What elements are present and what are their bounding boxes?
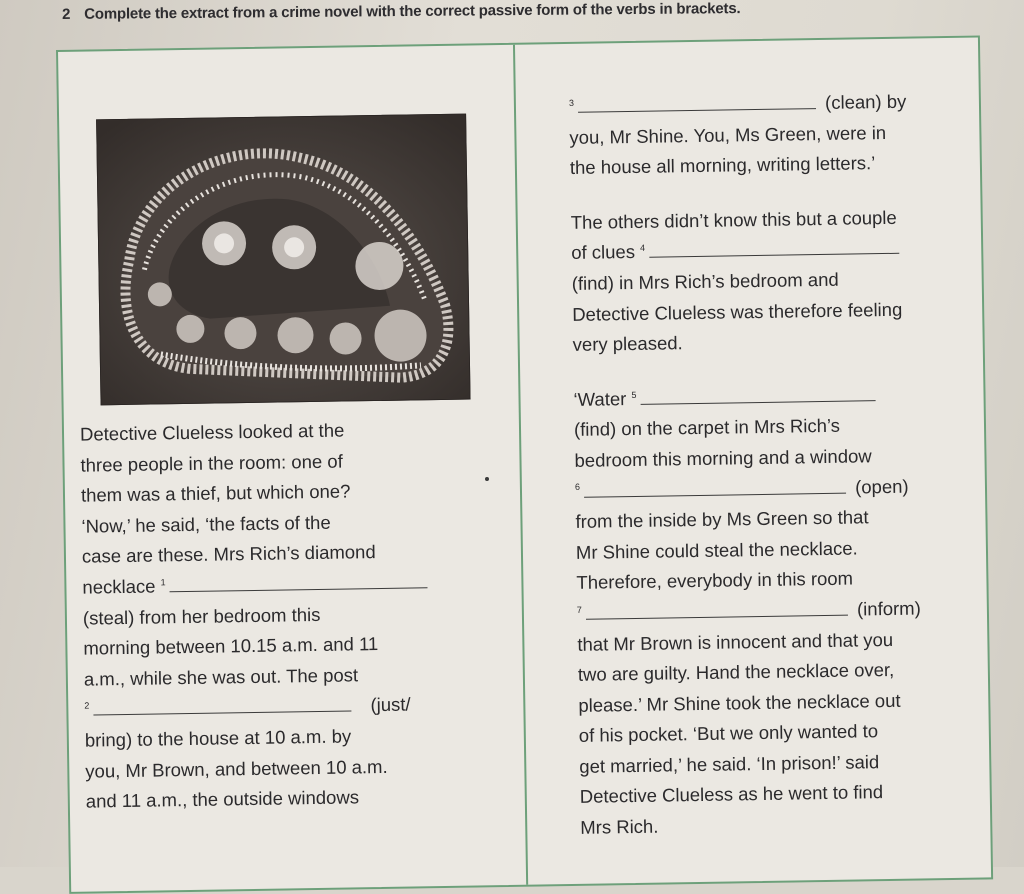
text-line: bedroom this morning and a window xyxy=(574,445,872,471)
answer-blank-3[interactable] xyxy=(578,92,816,113)
text-line: three people in the room: one of xyxy=(80,450,343,476)
text-line: (find) on the carpet in Mrs Rich’s xyxy=(573,415,841,441)
gap-number-6: 6 xyxy=(574,482,581,493)
text-line: Mr Shine could steal the necklace. xyxy=(575,537,858,563)
exercise-number: 2 xyxy=(62,5,71,23)
text-line: Therefore, everybody in this room xyxy=(576,567,854,594)
gap-3-line xyxy=(569,86,964,123)
exercise-heading xyxy=(62,0,962,23)
right-column-text xyxy=(569,86,976,844)
answer-blank-2[interactable] xyxy=(93,695,351,716)
text-line: Detective Clueless as he went to find xyxy=(579,781,884,808)
exercise-frame xyxy=(56,35,993,893)
text-line: ‘Now,’ he said, ‘the facts of the xyxy=(81,511,331,537)
answer-blank-5[interactable] xyxy=(640,384,875,405)
text-line: from the inside by Ms Green so that xyxy=(575,506,869,533)
text-line: a.m., while she was out. The post xyxy=(83,664,359,690)
gap-number-5: 5 xyxy=(631,389,637,400)
answer-blank-6[interactable] xyxy=(584,476,846,497)
gap-number-1: 1 xyxy=(160,577,166,588)
gap-number-2: 2 xyxy=(84,700,90,711)
water-word: ‘Water xyxy=(573,387,627,410)
left-column-text xyxy=(80,413,486,817)
text-line: The others didn’t know this but a couple xyxy=(570,206,897,233)
gap-1-line xyxy=(82,566,482,603)
gap-number-7: 7 xyxy=(576,604,582,615)
clues-word: of clues xyxy=(571,241,636,264)
text-line: (steal) from her bedroom this xyxy=(82,603,321,629)
exercise-instruction: Complete the extract from a crime novel with the correct passive form of the verbs in brackets. xyxy=(84,0,741,23)
necklace-illustration xyxy=(97,115,469,405)
text-line: Detective Clueless was therefore feeling xyxy=(572,298,903,325)
gap-number-3: 3 xyxy=(568,97,574,108)
text-line: please.’ Mr Shine took the necklace out xyxy=(578,689,901,716)
answer-blank-4[interactable] xyxy=(649,237,899,258)
text-line: the house all morning, writing letters.’ xyxy=(569,152,876,179)
text-line: them was a thief, but which one? xyxy=(80,480,351,506)
verb-hint-2: (just/ xyxy=(370,693,411,716)
text-line: you, Mr Brown, and between 10 a.m. xyxy=(85,755,388,782)
necklace-photo xyxy=(96,114,470,406)
text-line: (find) in Mrs Rich’s bedroom and xyxy=(571,268,839,294)
answer-blank-1[interactable] xyxy=(169,571,427,592)
text-line: Mrs Rich. xyxy=(580,815,659,838)
text-line: bring) to the house at 10 a.m. by xyxy=(84,725,352,751)
verb-hint-3: (clean) by xyxy=(824,90,907,113)
text-line: case are these. Mrs Rich’s diamond xyxy=(81,541,376,568)
page-mark xyxy=(485,477,489,481)
verb-hint-7: (inform) xyxy=(856,597,921,620)
necklace-word: necklace xyxy=(82,575,156,598)
text-line: morning between 10.15 a.m. and 11 xyxy=(83,633,379,659)
gap-7-line xyxy=(577,593,972,630)
text-line: of his pocket. ‘But we only wanted to xyxy=(578,720,879,747)
text-line: get married,’ he said. ‘In prison!’ said xyxy=(579,751,880,777)
verb-hint-6: (open) xyxy=(854,475,909,498)
column-divider xyxy=(513,45,528,885)
text-line: two are guilty. Hand the necklace over, xyxy=(577,659,895,685)
text-line: and 11 a.m., the outside windows xyxy=(85,786,360,812)
answer-blank-7[interactable] xyxy=(586,599,848,620)
text-line: Detective Clueless looked at the xyxy=(79,419,345,445)
text-line: you, Mr Shine. You, Ms Green, were in xyxy=(569,121,887,148)
text-line: that Mr Brown is innocent and that you xyxy=(577,628,894,655)
text-line: very pleased. xyxy=(572,332,683,356)
gap-number-4: 4 xyxy=(640,242,646,254)
